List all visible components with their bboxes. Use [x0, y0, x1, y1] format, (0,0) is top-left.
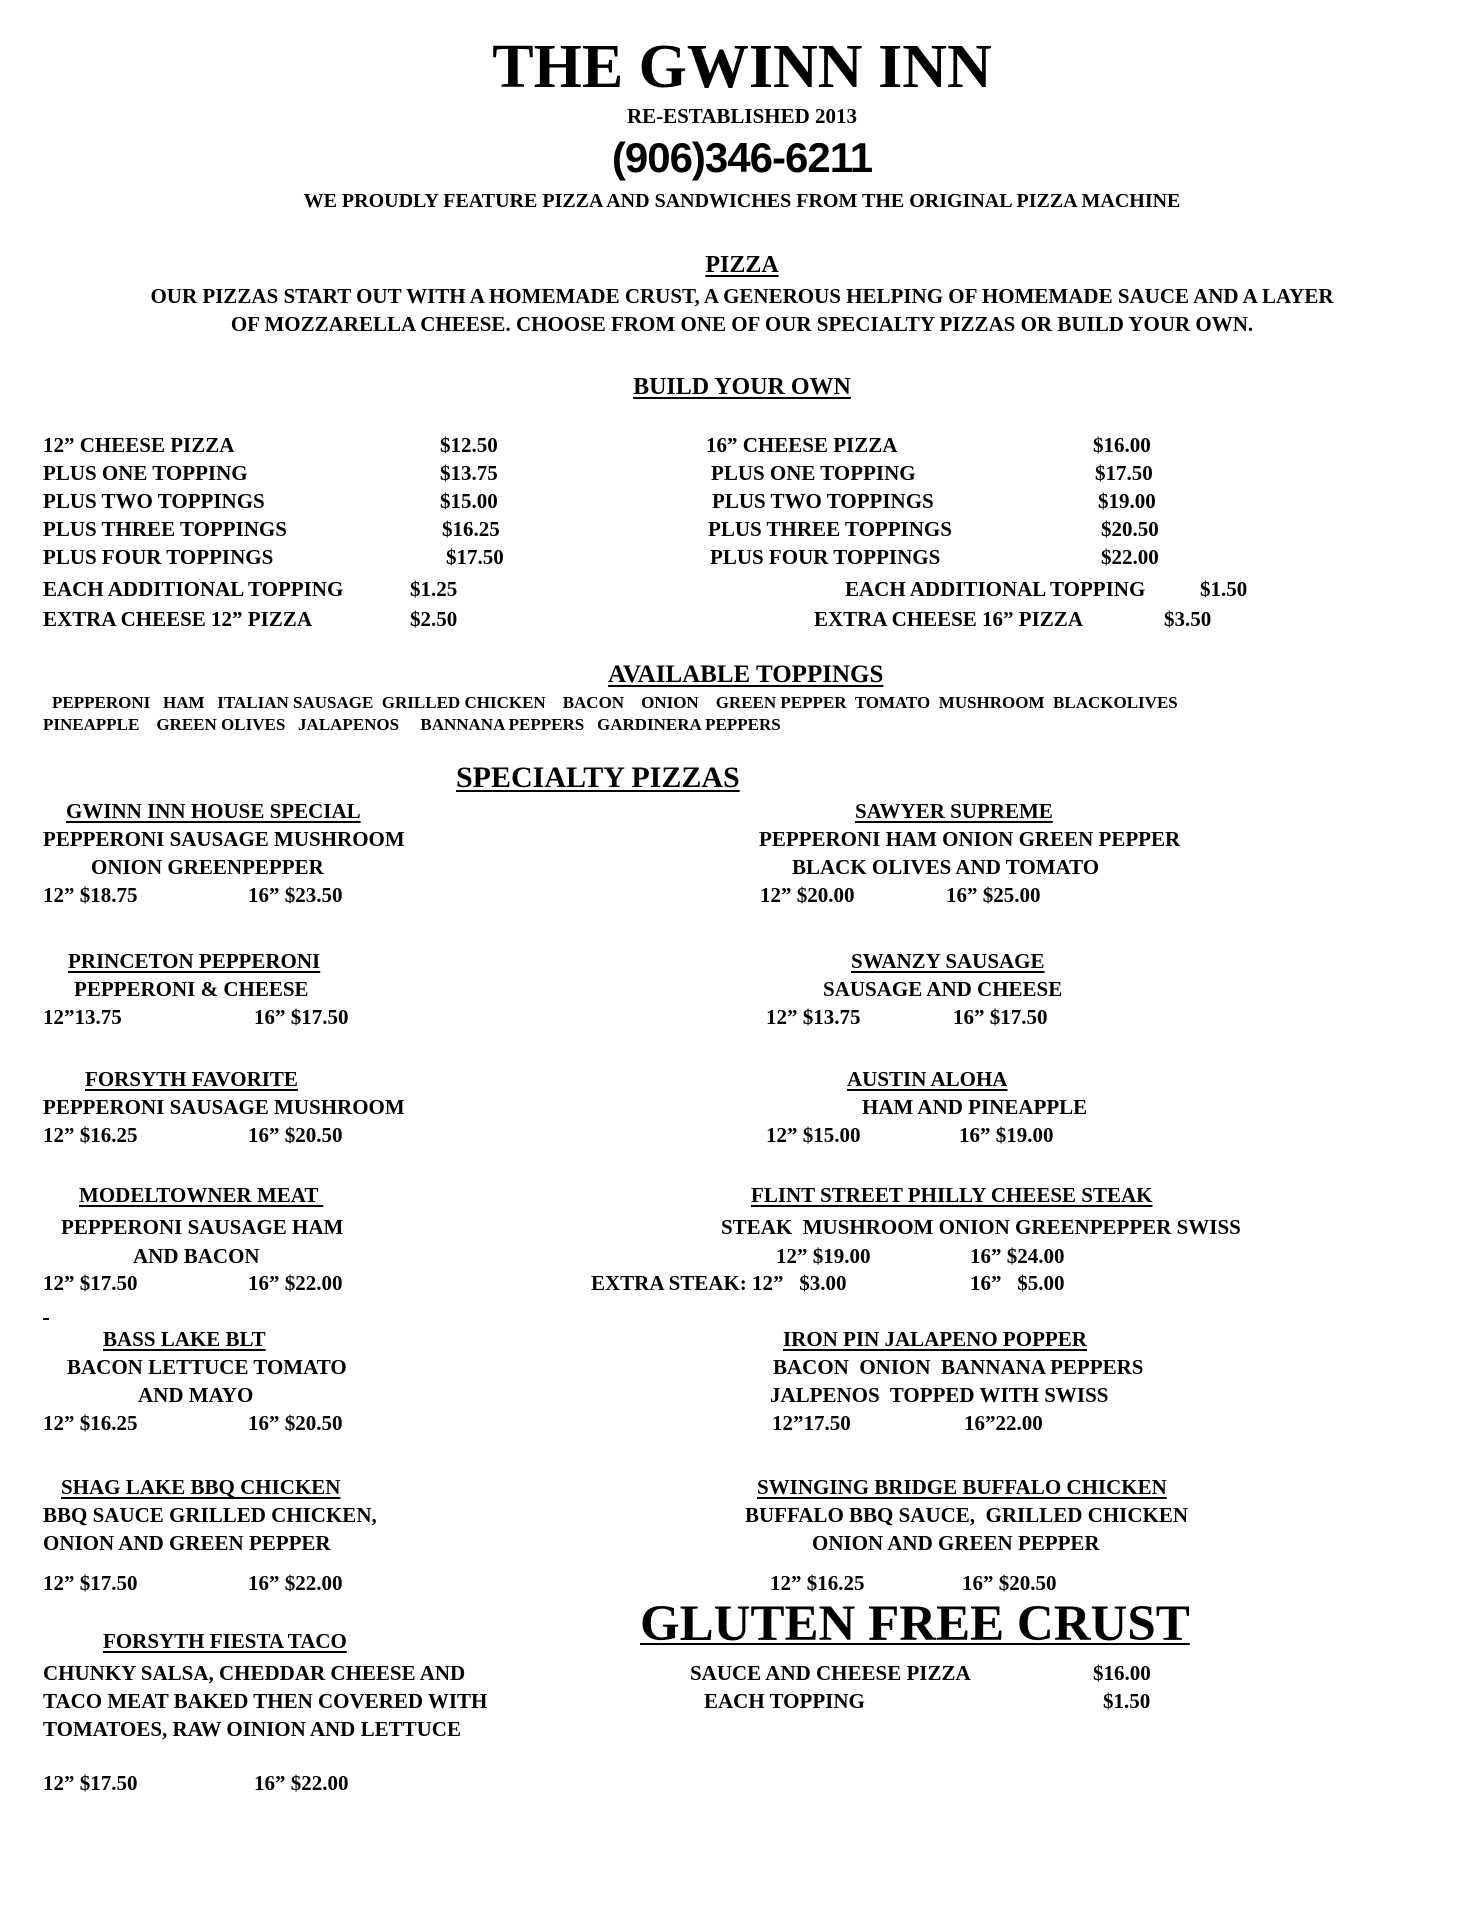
pizza-ingredients: BACON LETTUCE TOMATO: [67, 1355, 347, 1379]
menu-item: EXTRA CHEESE 12” PIZZA: [43, 607, 312, 631]
pizza-ingredients: BACON ONION BANNANA PEPPERS: [773, 1355, 1144, 1379]
menu-price: $16.00: [1093, 1661, 1151, 1685]
pizza-ingredients: ONION AND GREEN PEPPER: [43, 1531, 331, 1555]
price-16: 16” $22.00: [248, 1271, 343, 1295]
price-16: 16” $17.50: [254, 1005, 349, 1029]
pizza-ingredients: SAUSAGE AND CHEESE: [823, 977, 1063, 1001]
pizza-ingredients: ONION GREENPEPPER: [91, 855, 324, 879]
menu-price: $12.50: [440, 433, 498, 457]
pizza-name: GWINN INN HOUSE SPECIAL: [66, 799, 361, 823]
stray-mark: [43, 1318, 49, 1320]
price-12: 12” $17.50: [43, 1571, 138, 1595]
price-12: 12”13.75: [43, 1005, 122, 1029]
price-16: 16” $22.00: [248, 1571, 343, 1595]
menu-price: $16.25: [442, 517, 500, 541]
menu-item: PLUS TWO TOPPINGS: [43, 489, 265, 513]
pizza-ingredients: PEPPERONI HAM ONION GREEN PEPPER: [759, 827, 1181, 851]
menu-item: EACH ADDITIONAL TOPPING: [845, 577, 1146, 601]
pizza-ingredients: PEPPERONI SAUSAGE HAM: [61, 1215, 344, 1239]
menu-item: 16” CHEESE PIZZA: [706, 433, 898, 457]
price-16: 16” $20.50: [248, 1123, 343, 1147]
menu-price: $22.00: [1101, 545, 1159, 569]
pizza-ingredients: BLACK OLIVES AND TOMATO: [792, 855, 1100, 879]
pizza-ingredients: PEPPERONI SAUSAGE MUSHROOM: [43, 1095, 405, 1119]
pizza-name: FLINT STREET PHILLY CHEESE STEAK: [751, 1183, 1153, 1207]
pizza-name: AUSTIN ALOHA: [847, 1067, 1008, 1091]
price-16: 16” $22.00: [254, 1771, 349, 1795]
pizza-ingredients: CHUNKY SALSA, CHEDDAR CHEESE AND: [43, 1661, 466, 1685]
menu-price: $1.50: [1200, 577, 1248, 601]
gluten-free-heading: GLUTEN FREE CRUST: [640, 1596, 1190, 1652]
pizza-ingredients: BBQ SAUCE GRILLED CHICKEN,: [43, 1503, 377, 1527]
pizza-ingredients: TACO MEAT BAKED THEN COVERED WITH: [43, 1689, 488, 1713]
restaurant-title: THE GWINN INN: [492, 33, 992, 101]
menu-item: PLUS ONE TOPPING: [43, 461, 248, 485]
menu-item: EACH ADDITIONAL TOPPING: [43, 577, 344, 601]
price-12: 12” $16.25: [43, 1123, 138, 1147]
menu-price: $15.00: [440, 489, 498, 513]
menu-price: $1.50: [1103, 1689, 1151, 1713]
price-12: 12” $17.50: [43, 1771, 138, 1795]
price-16: 16” $24.00: [970, 1244, 1065, 1268]
pizza-name: SAWYER SUPREME: [855, 799, 1053, 823]
pizza-ingredients: PEPPERONI SAUSAGE MUSHROOM: [43, 827, 405, 851]
menu-item: EXTRA CHEESE 16” PIZZA: [814, 607, 1083, 631]
price-16: 16”22.00: [964, 1411, 1043, 1435]
pizza-ingredients: TOMATOES, RAW OINION AND LETTUCE: [43, 1717, 461, 1741]
price-12: 12” $19.00: [776, 1244, 871, 1268]
menu-item: 12” CHEESE PIZZA: [43, 433, 235, 457]
pizza-ingredients: PEPPERONI & CHEESE: [74, 977, 309, 1001]
price-16: 16” $20.50: [962, 1571, 1057, 1595]
price-16: 16” $20.50: [248, 1411, 343, 1435]
established-line: RE-ESTABLISHED 2013: [626, 104, 858, 128]
extra-steak-price-12: EXTRA STEAK: 12” $3.00: [591, 1271, 847, 1295]
pizza-description: [0, 282, 1484, 338]
menu-item: EACH TOPPING: [704, 1689, 865, 1713]
price-12: 12” $17.50: [43, 1271, 138, 1295]
menu-item: PLUS THREE TOPPINGS: [708, 517, 952, 541]
toppings-list-line: PEPPERONI HAM ITALIAN SAUSAGE GRILLED CHICKEN BACON ONION GREEN PEPPER TOMATO MUSHROOM BLACKOLIVES: [52, 693, 1178, 712]
pizza-name: IRON PIN JALAPENO POPPER: [783, 1327, 1087, 1351]
menu-item: PLUS FOUR TOPPINGS: [43, 545, 274, 569]
menu-price: $20.50: [1101, 517, 1159, 541]
pizza-ingredients: AND BACON: [133, 1244, 260, 1268]
menu-price: $1.25: [410, 577, 458, 601]
menu-item: PLUS TWO TOPPINGS: [712, 489, 934, 513]
pizza-ingredients: HAM AND PINEAPPLE: [862, 1095, 1088, 1119]
pizza-ingredients: STEAK MUSHROOM ONION GREENPEPPER SWISS: [721, 1215, 1241, 1239]
tagline: WE PROUDLY FEATURE PIZZA AND SANDWICHES FROM THE ORIGINAL PIZZA MACHINE: [303, 190, 1181, 212]
menu-price: $19.00: [1098, 489, 1156, 513]
menu-item: PLUS FOUR TOPPINGS: [710, 545, 941, 569]
toppings-heading: AVAILABLE TOPPINGS: [608, 661, 884, 688]
price-12: 12” $20.00: [760, 883, 855, 907]
pizza-name: BASS LAKE BLT: [103, 1327, 266, 1351]
price-12: 12” $15.00: [766, 1123, 861, 1147]
phone-number: (906)346-6211: [611, 134, 873, 181]
specialty-pizzas-heading: SPECIALTY PIZZAS: [456, 761, 740, 794]
build-your-own-heading: BUILD YOUR OWN: [633, 374, 851, 400]
menu-item: PLUS THREE TOPPINGS: [43, 517, 287, 541]
pizza-ingredients: AND MAYO: [138, 1383, 254, 1407]
price-16: 16” $25.00: [946, 883, 1041, 907]
toppings-list-line: PINEAPPLE GREEN OLIVES JALAPENOS BANNANA PEPPERS GARDINERA PEPPERS: [43, 715, 781, 734]
pizza-name: PRINCETON PEPPERONI: [68, 949, 321, 973]
menu-price: $13.75: [440, 461, 498, 485]
menu-price: $17.50: [1095, 461, 1153, 485]
pizza-ingredients: BUFFALO BBQ SAUCE, GRILLED CHICKEN: [745, 1503, 1189, 1527]
menu-item: SAUCE AND CHEESE PIZZA: [690, 1661, 971, 1685]
menu-price: $16.00: [1093, 433, 1151, 457]
price-12: 12” $18.75: [43, 883, 138, 907]
menu-price: $3.50: [1164, 607, 1212, 631]
extra-steak-price-16: 16” $5.00: [970, 1271, 1065, 1295]
price-12: 12”17.50: [772, 1411, 851, 1435]
menu-price: $2.50: [410, 607, 458, 631]
pizza-description-line: OF MOZZARELLA CHEESE. CHOOSE FROM ONE OF OUR SPECIALTY PIZZAS OR BUILD YOUR OWN.: [230, 312, 1254, 336]
price-12: 12” $16.25: [43, 1411, 138, 1435]
pizza-ingredients: ONION AND GREEN PEPPER: [812, 1531, 1100, 1555]
price-16: 16” $17.50: [953, 1005, 1048, 1029]
pizza-ingredients: JALPENOS TOPPED WITH SWISS: [770, 1383, 1109, 1407]
pizza-name: MODELTOWNER MEAT: [79, 1183, 324, 1207]
pizza-name: SHAG LAKE BBQ CHICKEN: [61, 1475, 341, 1499]
pizza-name: SWANZY SAUSAGE: [851, 949, 1045, 973]
pizza-name: FORSYTH FIESTA TACO: [103, 1629, 347, 1653]
menu-price: $17.50: [446, 545, 504, 569]
pizza-name: FORSYTH FAVORITE: [85, 1067, 298, 1091]
price-16: 16” $19.00: [959, 1123, 1054, 1147]
pizza-name: SWINGING BRIDGE BUFFALO CHICKEN: [757, 1475, 1167, 1499]
price-12: 12” $13.75: [766, 1005, 861, 1029]
price-16: 16” $23.50: [248, 883, 343, 907]
pizza-description-line: OUR PIZZAS START OUT WITH A HOMEMADE CRUST, A GENEROUS HELPING OF HOMEMADE SAUCE AND A LAYER: [150, 284, 1334, 308]
price-12: 12” $16.25: [770, 1571, 865, 1595]
pizza-heading: PIZZA: [705, 252, 779, 278]
menu-item: PLUS ONE TOPPING: [711, 461, 916, 485]
